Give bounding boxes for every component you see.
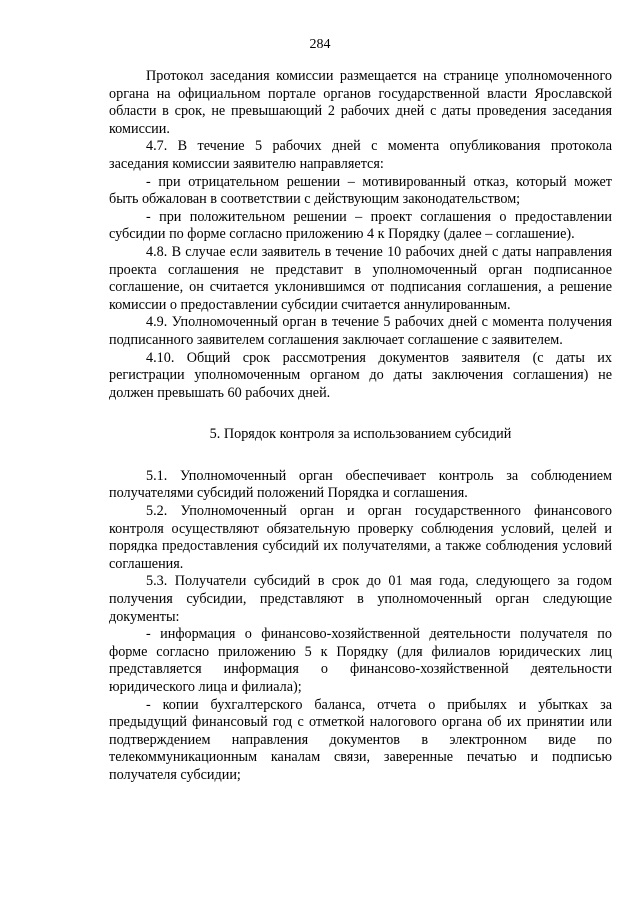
paragraph-5-2: 5.2. Уполномоченный орган и орган государственного финансового контроля осуществляют обязательную проверку соблюдения условий, целей и порядка предоставления субсидий их получателями, а также соблюдения условий соглашения. <box>109 503 612 572</box>
list-item-positive-decision: - при положительном решении – проект соглашения о предоставлении субсидии по форме согласно приложению 4 к Порядку (далее – соглашение). <box>109 208 612 243</box>
paragraph-4-7: 4.7. В течение 5 рабочих дней с момента опубликования протокола заседания комиссии заявителю направляется: <box>109 138 612 172</box>
page-content <box>109 68 612 785</box>
paragraph-4-10: 4.10. Общий срок рассмотрения документов заявителя (с даты их регистрации уполномоченным органом до даты заключения соглашения) не должен превышать 60 рабочих дней. <box>109 349 612 401</box>
section-heading: 5. Порядок контроля за использованием субсидий <box>209 426 512 443</box>
page-number: 284 <box>309 37 331 52</box>
paragraph-5-3: 5.3. Получатели субсидий в срок до 01 мая года, следующего за годом получения субсидии, представляют в уполномоченный орган следующие документы: <box>109 573 612 625</box>
paragraph-4-8: 4.8. В случае если заявитель в течение 10 рабочих дней с даты направления проекта соглашения не представит в уполномоченный орган подписанное соглашение, он считается уклонившимся от подписания соглашения, а решение комиссии о предоставлении субсидии считается аннулированным. <box>109 243 612 313</box>
paragraph-4-9: 4.9. Уполномоченный орган в течение 5 рабочих дней с момента получения подписанного заявителем соглашения заключает соглашение с заявителем. <box>109 314 612 348</box>
paragraph-5-1: 5.1. Уполномоченный орган обеспечивает контроль за соблюдением получателями субсидий положений Порядка и соглашения. <box>109 467 612 502</box>
list-item-negative-decision: - при отрицательном решении – мотивированный отказ, который может быть обжалован в соответствии с действующим законодательством; <box>109 173 612 208</box>
list-item-balance-copies: - копии бухгалтерского баланса, отчета о прибылях и убытках за предыдущий финансовый год с отметкой налогового органа об их принятии или подтверждением направления документов в электронном виде по телекоммуникационным каналам связи, заверенные печатью и подписью получателя субсидии; <box>109 696 612 783</box>
list-item-financial-information: - информация о финансово-хозяйственной деятельности получателя по форме согласно приложению 5 к Порядку (для филиалов юридических лиц представляется информация о финансово-хозяйственной деятельности юридического лица и филиала); <box>109 626 612 695</box>
paragraph-protocol-publication: Протокол заседания комиссии размещается на странице уполномоченного органа на официальном портале органов государственной власти Ярославской области в срок, не превышающий 2 рабочих дней с даты проведения заседания комиссии. <box>109 68 612 137</box>
